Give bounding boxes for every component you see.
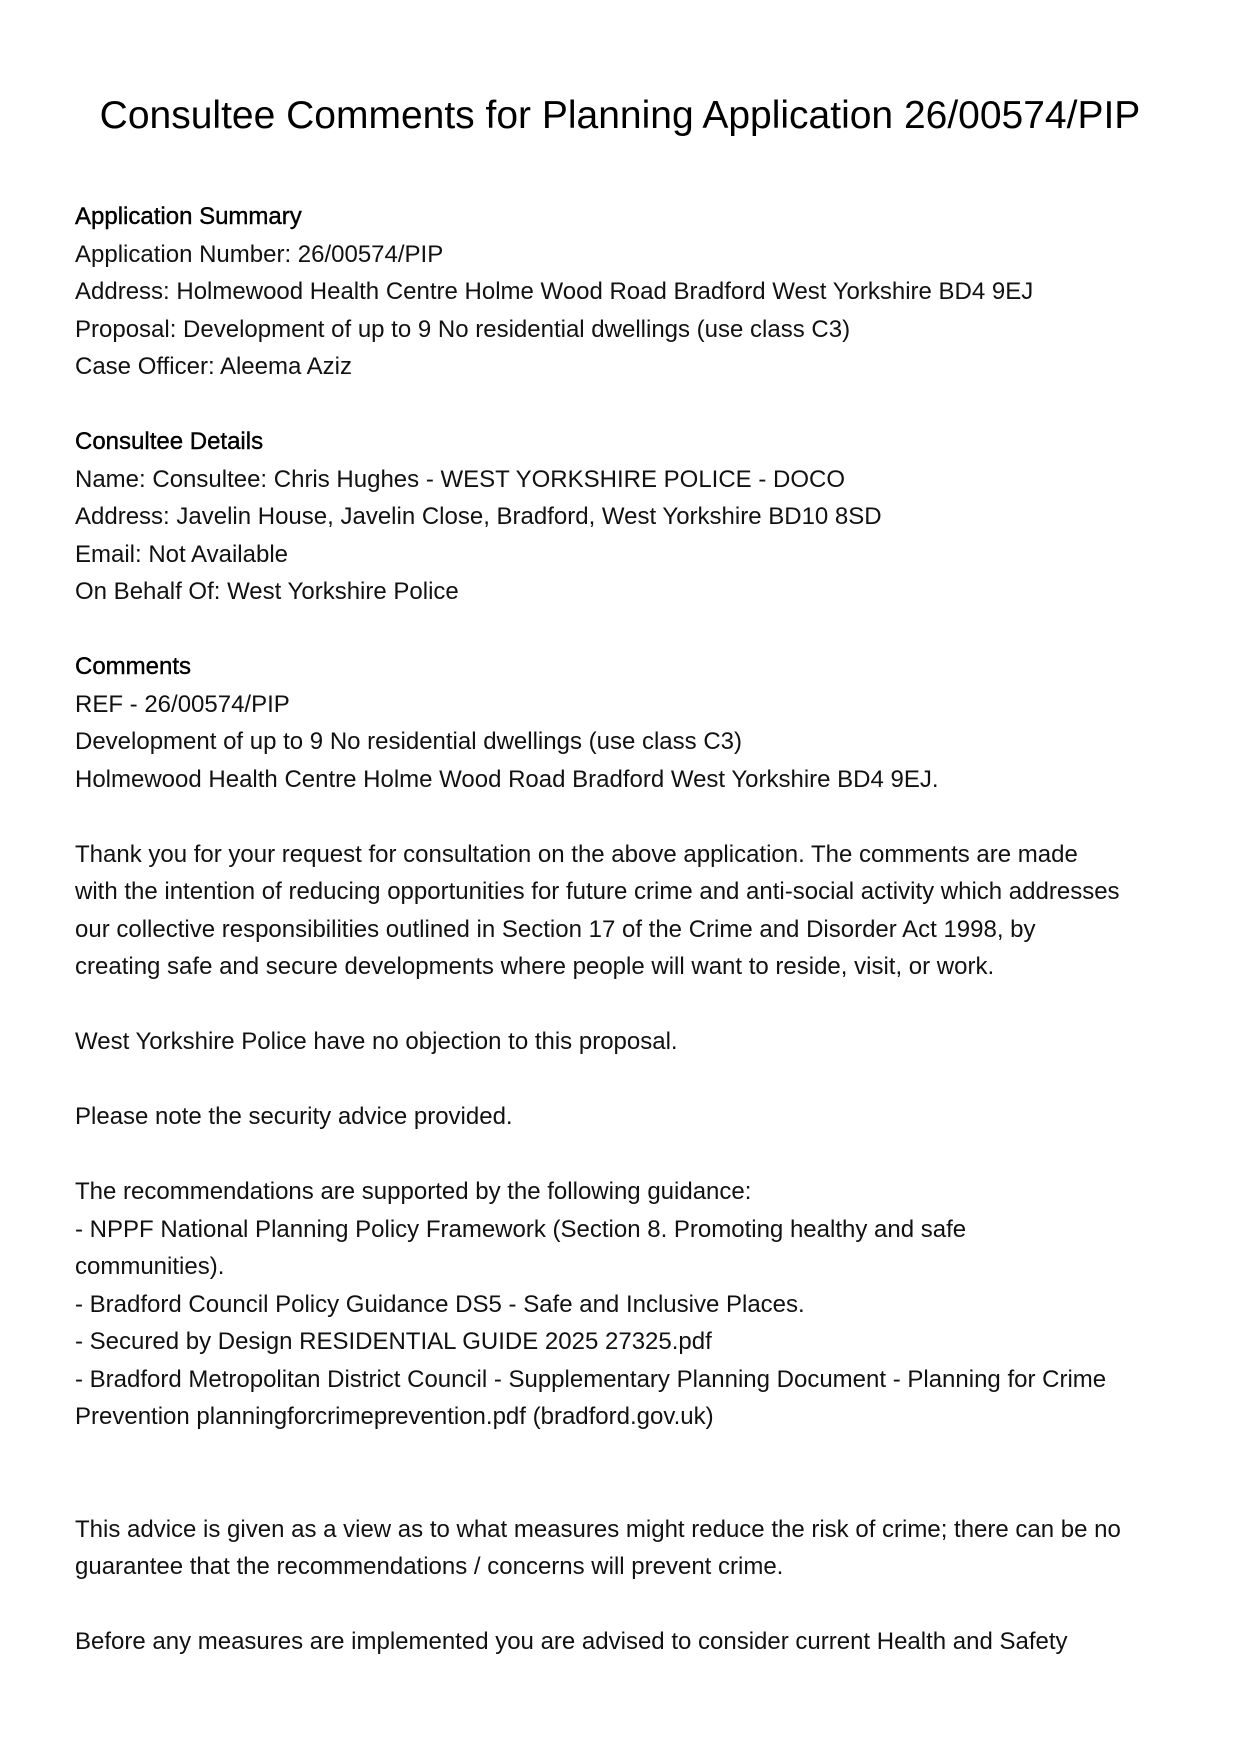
comments-ref: REF - 26/00574/PIP [75,690,290,718]
paragraph-line: creating safe and secure developments where people will want to reside, visit, or work. [75,953,995,980]
application-number: Application Number: 26/00574/PIP [75,240,444,268]
paragraph-line: This advice is given as a view as to what measures might reduce the risk of crime; there can be no [75,1515,1121,1543]
advice-paragraph [75,1511,1175,1586]
guidance-line: The recommendations are supported by the following guidance: [75,1178,752,1205]
guidance-line: - Bradford Metropolitan District Council - Supplementary Planning Document - Planning for Crime [75,1365,1107,1393]
consultee-details-heading: Consultee Details [75,428,264,455]
comments-site: Holmewood Health Centre Holme Wood Road Bradford West Yorkshire BD4 9EJ. [75,765,939,793]
application-summary-section [75,198,1175,386]
paragraph-line: guarantee that the recommendations / concerns will prevent crime. [75,1553,784,1580]
intro-paragraph [75,836,1175,986]
application-proposal: Proposal: Development of up to 9 No residential dwellings (use class C3) [75,315,851,343]
application-summary-heading: Application Summary [75,203,302,230]
guidance-line: communities). [75,1253,225,1280]
page-title: Consultee Comments for Planning Application 26/00574/PIP [99,94,1141,137]
paragraph-line: our collective responsibilities outlined in Section 17 of the Crime and Disorder Act 1998, by [75,915,1036,943]
health-safety-line: Before any measures are implemented you are advised to consider current Health and Safety [75,1628,1068,1655]
guidance-list [75,1173,1175,1436]
consultee-on-behalf-of: On Behalf Of: West Yorkshire Police [75,578,459,605]
guidance-line: Prevention planningforcrimeprevention.pdf (bradford.gov.uk) [75,1403,714,1430]
security-advice-note: Please note the security advice provided. [75,1103,513,1130]
guidance-line: - Bradford Council Policy Guidance DS5 - Safe and Inclusive Places. [75,1290,805,1318]
consultee-details-section [75,423,1175,611]
guidance-line: - NPPF National Planning Policy Framework (Section 8. Promoting healthy and safe [75,1215,967,1243]
guidance-line: - Secured by Design RESIDENTIAL GUIDE 2025 27325.pdf [75,1328,712,1355]
paragraph-line: with the intention of reducing opportunities for future crime and anti-social activity which addresses [75,878,1120,905]
paragraph-line: Thank you for your request for consultation on the above application. The comments are made [75,840,1078,868]
comments-section [75,648,1175,1661]
consultee-address: Address: Javelin House, Javelin Close, Bradford, West Yorkshire BD10 8SD [75,503,882,530]
application-address: Address: Holmewood Health Centre Holme Wood Road Bradford West Yorkshire BD4 9EJ [75,278,1034,305]
comments-development: Development of up to 9 No residential dwellings (use class C3) [75,728,742,755]
no-objection-statement: West Yorkshire Police have no objection to this proposal. [75,1028,678,1055]
comments-heading: Comments [75,653,192,680]
case-officer: Case Officer: Aleema Aziz [75,353,353,380]
consultee-email: Email: Not Available [75,540,288,568]
document-body [75,198,1175,1661]
consultee-name: Name: Consultee: Chris Hughes - WEST YORKSHIRE POLICE - DOCO [75,465,846,493]
